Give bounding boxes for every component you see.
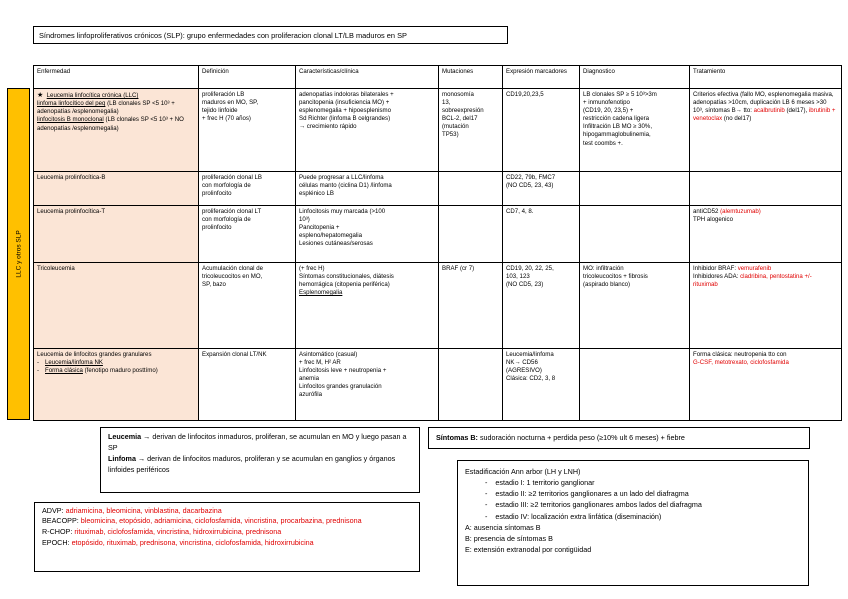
cell-plt-diag [580,206,690,263]
cell-plt-expr: CD7, 4, 8. [503,206,580,263]
cell-plt-trat: antiCD52 (alemtuzumab) TPH alogenico [690,206,842,263]
cell-trico-name: Tricoleucemia [34,263,199,349]
header-tratamiento: Tratamiento [690,66,842,89]
table-row-plb [34,172,842,206]
cell-plt-mut [439,206,503,263]
cell-plb-clin: Puede progresar a LLC/linfoma células manto (ciclina D1) /linfoma esplénico LB [296,172,439,206]
regimen-epoch: EPOCH: etopósido, rituximab, prednisona, vincristina, ciclofosfamida, hidroxirrubicina [42,537,314,547]
star-icon: ★ [37,92,44,99]
header-clinica: Características/clínica [296,66,439,89]
cell-llc-mut: monosomía 13, sobreexpresión BCL-2, del17 (mutación TP53) [439,89,503,172]
cell-plb-name: Leucemia prolinfocítica-B [34,172,199,206]
estadificacion-title: Estadificación Ann arbor (LH y LNH) [465,467,581,476]
cell-trico-diag: MO: infiltración tricoleucocitos + fibrosis (aspirado blanco) [580,263,690,349]
table-row-llc [34,89,842,172]
sintomas-b-box: Síntomas B: sudoración nocturna + perdida peso (≥10% ult 6 meses) + fiebre [428,427,810,449]
cell-llc-diag: LB clonales SP ≥ 5 10³>3m + inmunofenotipo (CD19, 20, 23,5) + restricción cadena ligera Infiltración LB MO ≥ 30%, hipogammaglobulinemia, test coombs +. [580,89,690,172]
cell-plt-def: proliferación clonal LT con morfología de prolinfocito [199,206,296,263]
cell-trico-clin: (+ frec H) Síntomas constitucionales, diátesis hemorrágica (citopenia periférica) Esplenomegalia [296,263,439,349]
header-diagnostico: Diagnostico [580,66,690,89]
regimen-rchop: R-CHOP: rituximab, ciclofosfamida, vincristina, hidroxirrubicina, prednisona [42,526,282,536]
cell-plb-def: proliferación clonal LB con morfología de prolinfocito [199,172,296,206]
cell-plb-trat [690,172,842,206]
cell-llc-def: proliferación LB maduros en MO, SP, tejido linfoide + frec H (70 años) [199,89,296,172]
cell-plt-name: Leucemia prolinfocítica-T [34,206,199,263]
chemo-regimens-box [34,502,420,572]
table-header-row [34,66,842,89]
cell-lgg-expr: Leucemia/linfoma NK→ CD56 (AGRESIVO) Clásica: CD2, 3, 8 [503,349,580,421]
cell-plb-diag [580,172,690,206]
header-enfermedad: Enfermedad [34,66,199,89]
regimen-advp: ADVP: adriamicina, bleomicina, vinblastina, dacarbazina [42,506,222,515]
side-label: LLC y otros SLP [15,230,22,278]
cell-lgg-diag [580,349,690,421]
table-row-lgg [34,349,842,421]
side-label-bar [7,88,30,420]
table-row-trico [34,263,842,349]
cell-lgg-mut [439,349,503,421]
estadificacion-box: Estadificación Ann arbor (LH y LNH) - estadio I: 1 territorio ganglionar - estadio II: ≥2 territorios ganglionares a un lado del diafragma - estadio III: ≥2 territorios ganglionares ambos lados del diafragma - estadio IV: localización extra linfática (diseminación) A: ausencia síntomas B B: presencia de síntomas B E: extensión extranodal por contigüidad [457,460,809,586]
cell-lgg-def: Expansión clonal LT/NK [199,349,296,421]
cell-trico-trat: Inhibidor BRAF: vemurafenib Inhibidores ADA: cladribina, pentostatina +/- rituximab [690,263,842,349]
cell-lgg-clin: Asintomático (casual) + frec M, H² AR Linfocitosis leve + neutropenia + anemia Linfocitos grandes granulación azurófila [296,349,439,421]
header-mutaciones: Mutaciones [439,66,503,89]
cell-plb-mut [439,172,503,206]
cell-llc-trat: Criterios efectiva (fallo MO, esplenomegalia masiva, adenopatías >10cm, duplicación LB 6 meses >30 10³, síntomas B→ tto: acalbrutinib (del17), ibrutinib + venetoclax (no del17) [690,89,842,172]
regimen-beacopp: BEACOPP: bleomicina, etopósido, adriamicina, ciclofosfamida, vincristina, procarbazina, prednisona [42,516,362,526]
cell-llc-expr: CD19,20,23,5 [503,89,580,172]
leucemia-linfoma-box: Leucemia → derivan de linfocitos inmaduros, proliferan, se acumulan en MO y luego pasan a SP Linfoma → derivan de linfocitos maduros, proliferan y se acumulan en ganglios y órganos linfoides periféricos [100,427,420,493]
cell-plt-clin: Linfocitosis muy marcada (>100 10³) Pancitopenia + espleno/hepatomegalia Lesiones cutáneas/serosas [296,206,439,263]
cell-trico-def: Acumulación clonal de tricoleucocitos en MO, SP, bazo [199,263,296,349]
cell-trico-mut: BRAF (cr 7) [439,263,503,349]
page-title: Síndromes linfoproliferativos crónicos (SLP): grupo enfermedades con proliferacion clonal LT/LB maduros en SP [33,26,508,44]
cell-lgg-trat: Forma clásica: neutropenia tto con G-CSF, metotrexato, ciclofosfamida [690,349,842,421]
header-expresion: Expresión marcadores [503,66,580,89]
cell-lgg-name: Leucemia de linfocitos grandes granulares - Leucemia/linfoma NK - Forma clásica (fenotipo maduro posttímo) [34,349,199,421]
cell-plb-expr: CD22, 79b, FMC7 (NO CD5, 23, 43) [503,172,580,206]
cell-llc-name: ★ Leucemia linfocítica crónica (LLC) linfoma linfocítico del peq (LB clonales SP <5 10³ + adenopatías /esplenomegalia) linfocitosis B monoclonal (LB clonales SP <5 10³ + NO adenopatías /esplenomegalia) [34,89,199,172]
cell-llc-clin: adenopatías indoloras bilaterales + pancitopenia (insuficiencia MO) + esplenomegalia + hipoesplenismo Sd Richter (linfoma B celgrandes) → crecimiento rápido [296,89,439,172]
cell-trico-expr: CD19, 20, 22, 25, 103, 123 (NO CD5, 23) [503,263,580,349]
slp-table [33,65,842,421]
header-definicion: Definición [199,66,296,89]
table-row-plt [34,206,842,263]
